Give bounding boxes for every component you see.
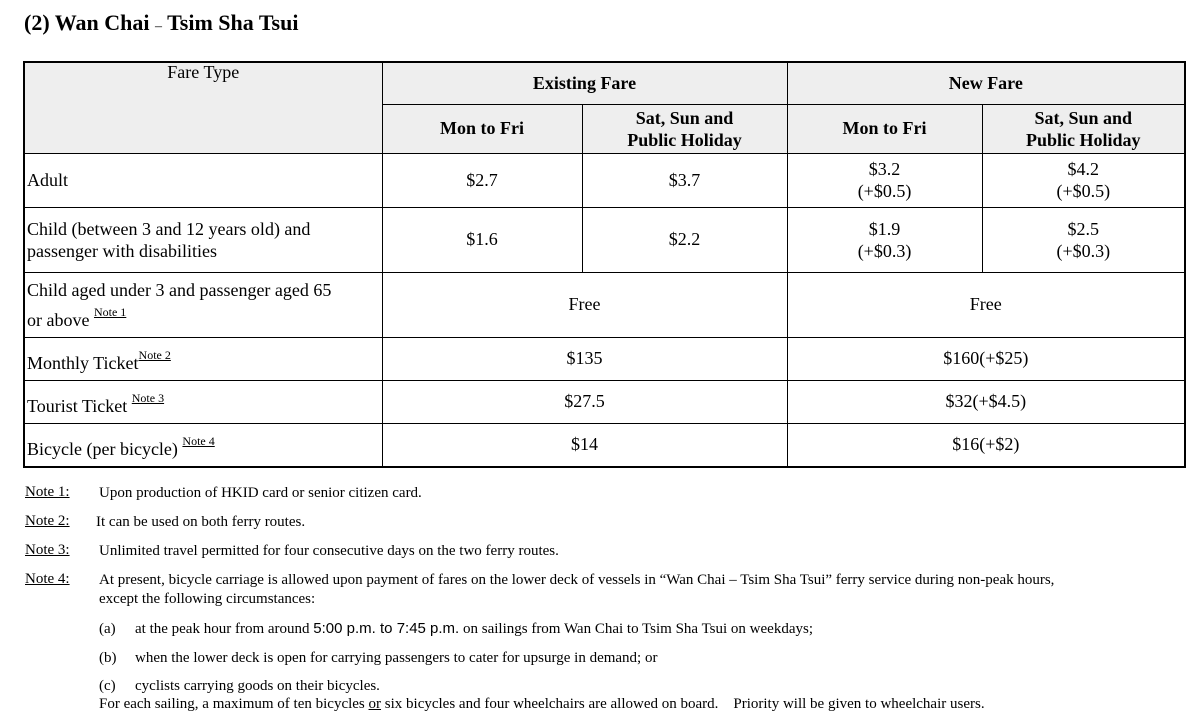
existing-weekend-fare: $2.2 — [582, 207, 787, 272]
note-key: Note 1: — [25, 484, 70, 500]
existing-fare: $135 — [382, 337, 787, 380]
route-to: Tsim Sha Tsui — [167, 10, 299, 35]
new-fare: $16(+$2) — [787, 423, 1185, 467]
table-row — [24, 207, 1185, 272]
note-reference: Note 2 — [138, 347, 171, 362]
note-4-final: For each sailing, a maximum of ten bicycles or six bicycles and four wheelchairs are allowed on board. Priority will be given to wheelchair users. — [99, 696, 985, 712]
table-row — [24, 153, 1185, 207]
new-fare: $160(+$25) — [787, 337, 1185, 380]
note-key: Note 2: — [25, 513, 70, 529]
new-weekday-header: Mon to Fri — [787, 104, 982, 153]
note-reference: Note 1 — [93, 304, 127, 319]
existing-weekend-header: Sat, Sun and Public Holiday — [582, 104, 787, 153]
new-weekday-fare: $3.2 (+$0.5) — [787, 153, 982, 207]
existing-weekday-header: Mon to Fri — [382, 104, 582, 153]
new-weekend-fare: $4.2 (+$0.5) — [982, 153, 1185, 207]
page-title — [24, 10, 298, 36]
note-text: Upon production of HKID card or senior citizen card. — [99, 485, 422, 501]
existing-weekday-fare: $2.7 — [382, 153, 582, 207]
fare-type-label: Child aged under 3 and passenger aged 65 or above $^{Note 1}$ — [24, 272, 382, 337]
note-text: At present, bicycle carriage is allowed upon payment of fares on the lower deck of vessels in “Wan Chai – Tsim Sha Tsui” ferry service during non-peak hours, except the following circumstances: — [99, 572, 1055, 607]
note-key: Note 3: — [25, 542, 70, 558]
existing-weekend-fare: $3.7 — [582, 153, 787, 207]
new-weekend-fare: $2.5 (+$0.3) — [982, 207, 1185, 272]
new-fare: Free — [787, 272, 1185, 337]
existing-fare-header: Existing Fare — [382, 62, 787, 104]
table-row — [24, 337, 1185, 380]
fare-type-label: Bicycle (per bicycle) $^{Note 4}$ — [24, 423, 382, 467]
note-4-item-b: (b) when the lower deck is open for carrying passengers to cater for upsurge in demand; or — [99, 650, 658, 666]
existing-fare: Free — [382, 272, 787, 337]
note-4-item-c: (c) cyclists carrying goods on their bicycles. — [99, 678, 380, 694]
note-reference: Note 3 — [131, 390, 165, 405]
existing-weekday-fare: $1.6 — [382, 207, 582, 272]
table-row — [24, 272, 1185, 337]
note-text: It can be used on both ferry routes. — [96, 514, 306, 530]
section-number: (2) — [24, 10, 50, 35]
note-text: Unlimited travel permitted for four consecutive days on the two ferry routes. — [99, 543, 559, 559]
new-weekend-header: Sat, Sun and Public Holiday — [982, 104, 1185, 153]
existing-fare: $27.5 — [382, 380, 787, 423]
table-row — [24, 423, 1185, 467]
new-fare-header: New Fare — [787, 62, 1185, 104]
fare-table — [23, 61, 1186, 468]
table-row — [24, 380, 1185, 423]
new-fare: $32(+$4.5) — [787, 380, 1185, 423]
existing-fare: $14 — [382, 423, 787, 467]
route-dash: – — [155, 19, 163, 34]
fare-type-label: Tourist Ticket $^{Note 3}$ — [24, 380, 382, 423]
fare-type-label: Child (between 3 and 12 years old) and passenger with disabilities — [24, 207, 382, 272]
note-4-item-a: (a) at the peak hour from around 5:00 p.m. to 7:45 p.m. on sailings from Wan Chai to Tsim Sha Tsui on weekdays; — [99, 620, 813, 637]
route-from: Wan Chai — [54, 10, 150, 35]
fare-type-label: Adult — [24, 153, 382, 207]
note-reference: Note 4 — [182, 433, 215, 448]
fare-type-label: Monthly Ticket$^{Note 2}$ — [24, 337, 382, 380]
fare-type-header: Fare Type — [24, 62, 382, 153]
note-key: Note 4: — [25, 571, 70, 587]
new-weekday-fare: $1.9 (+$0.3) — [787, 207, 982, 272]
